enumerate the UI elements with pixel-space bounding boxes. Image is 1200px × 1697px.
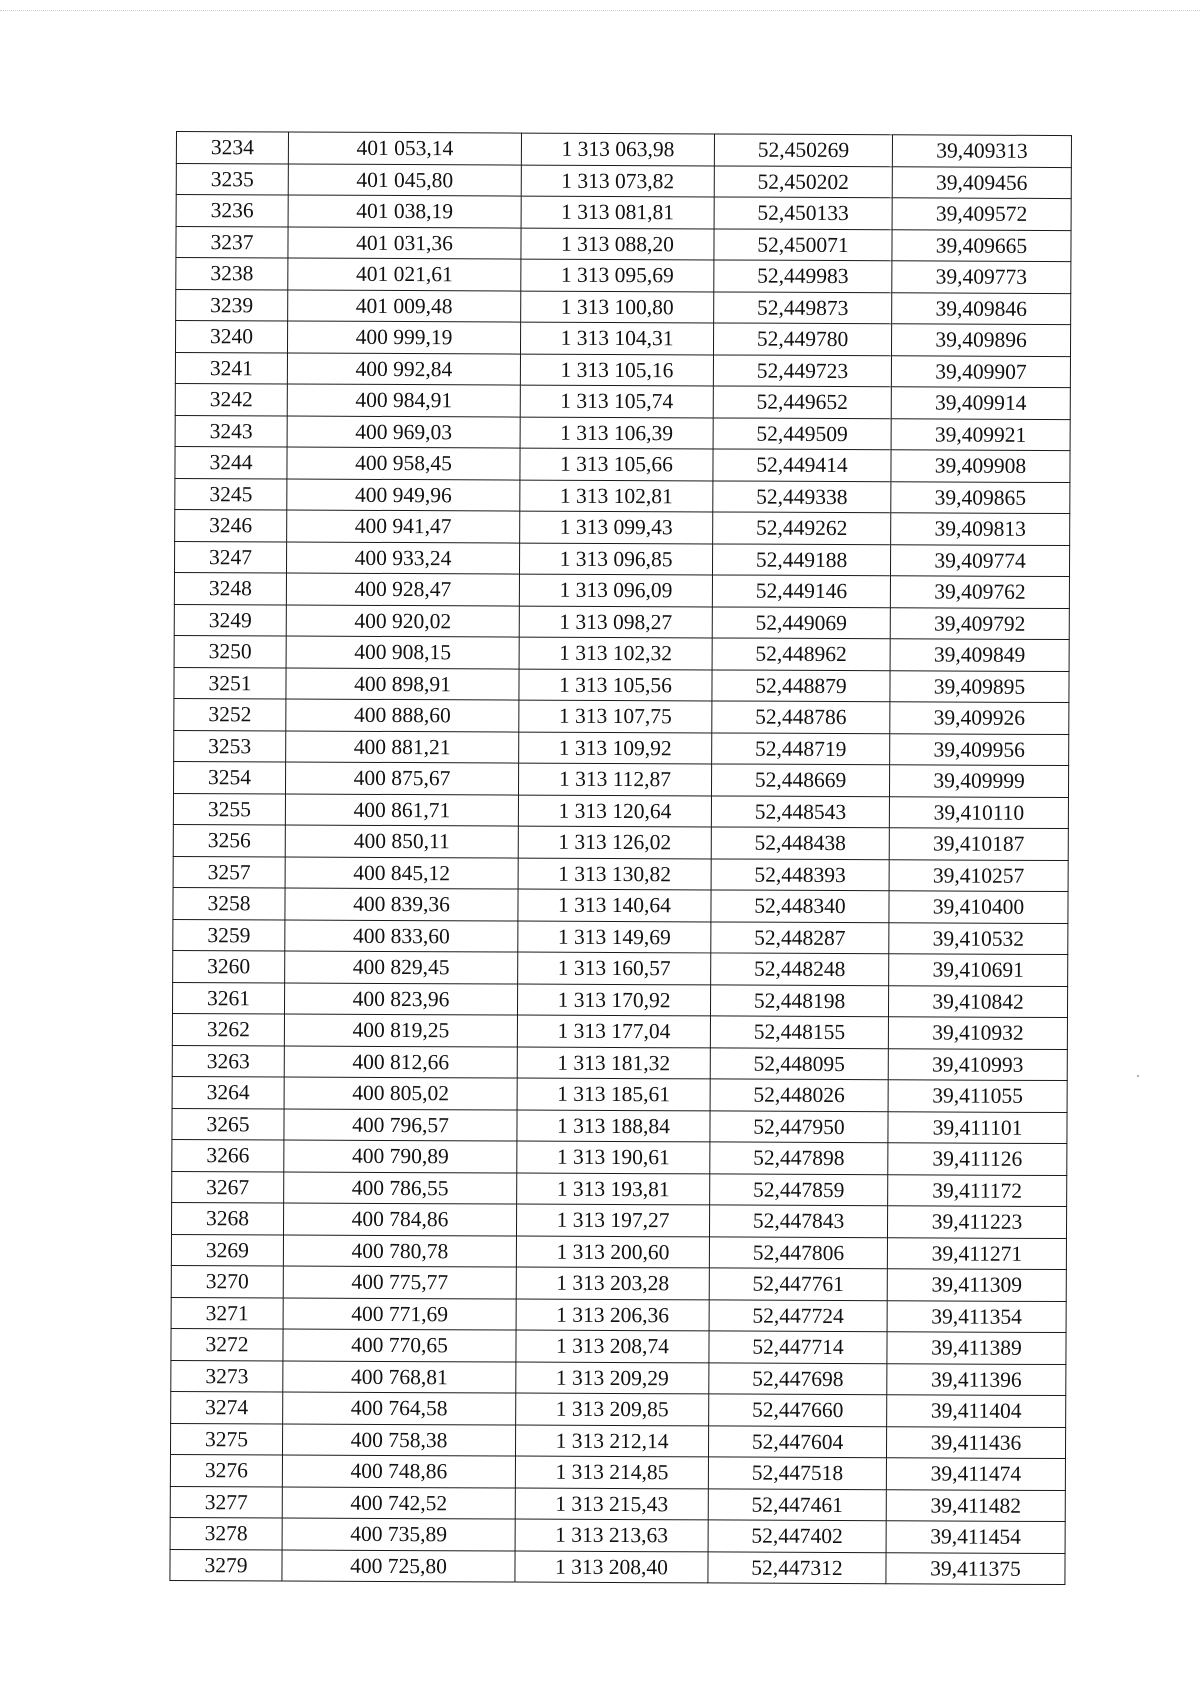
table-row	[176, 226, 1071, 262]
latitude-cell: 52,449780	[713, 323, 891, 355]
latitude-cell: 52,447843	[709, 1205, 887, 1237]
point-number-cell: 3271	[171, 1297, 283, 1329]
latitude-cell: 52,449873	[714, 291, 892, 323]
x-coordinate-cell: 400 845,12	[285, 857, 518, 890]
y-coordinate-cell: 1 313 208,74	[516, 1330, 709, 1362]
longitude-cell: 39,410257	[889, 859, 1068, 891]
point-number-cell: 3251	[174, 667, 286, 699]
latitude-cell: 52,448393	[711, 858, 889, 890]
x-coordinate-cell: 400 875,67	[285, 762, 518, 795]
point-number-cell: 3252	[174, 698, 286, 730]
point-number-cell: 3260	[173, 950, 285, 982]
longitude-cell: 39,409908	[891, 450, 1070, 482]
longitude-cell: 39,410842	[888, 985, 1067, 1017]
y-coordinate-cell: 1 313 212,14	[515, 1425, 708, 1457]
latitude-cell: 52,447806	[709, 1236, 887, 1268]
table-row	[171, 1391, 1066, 1427]
longitude-cell: 39,411396	[887, 1363, 1066, 1395]
table-row	[172, 982, 1067, 1018]
x-coordinate-cell: 400 839,36	[285, 888, 518, 921]
y-coordinate-cell: 1 313 188,84	[517, 1110, 710, 1142]
x-coordinate-cell: 400 748,86	[282, 1455, 515, 1488]
point-number-cell: 3255	[173, 793, 285, 825]
table-row	[172, 1013, 1067, 1049]
latitude-cell: 52,447660	[709, 1394, 887, 1426]
point-number-cell: 3267	[172, 1171, 284, 1203]
x-coordinate-cell: 400 933,24	[286, 542, 519, 575]
table-row	[171, 1328, 1066, 1364]
y-coordinate-cell: 1 313 073,82	[521, 165, 714, 197]
point-number-cell: 3261	[172, 982, 284, 1014]
latitude-cell: 52,447761	[709, 1268, 887, 1300]
y-coordinate-cell: 1 313 096,09	[519, 574, 712, 606]
x-coordinate-cell: 400 784,86	[283, 1203, 516, 1236]
longitude-cell: 39,411101	[888, 1111, 1067, 1143]
latitude-cell: 52,447402	[708, 1520, 886, 1552]
point-number-cell: 3241	[175, 352, 287, 384]
point-number-cell: 3248	[174, 572, 286, 604]
latitude-cell: 52,448719	[712, 732, 890, 764]
table-row	[171, 1265, 1066, 1301]
longitude-cell: 39,410187	[889, 828, 1068, 860]
longitude-cell: 39,411126	[888, 1143, 1067, 1175]
y-coordinate-cell: 1 313 185,61	[517, 1078, 710, 1110]
x-coordinate-cell: 400 861,71	[285, 794, 518, 827]
table-row	[173, 824, 1068, 860]
point-number-cell: 3253	[174, 730, 286, 762]
y-coordinate-cell: 1 313 102,81	[520, 480, 713, 512]
y-coordinate-cell: 1 313 160,57	[518, 952, 711, 984]
point-number-cell: 3275	[170, 1423, 282, 1455]
y-coordinate-cell: 1 313 206,36	[516, 1299, 709, 1331]
table-row	[170, 1454, 1065, 1490]
latitude-cell: 52,450071	[714, 228, 892, 260]
y-coordinate-cell: 1 313 100,80	[521, 291, 714, 323]
latitude-cell: 52,447950	[710, 1110, 888, 1142]
table-row	[171, 1297, 1066, 1333]
table-row	[175, 509, 1070, 545]
point-number-cell: 3257	[173, 856, 285, 888]
latitude-cell: 52,447604	[708, 1425, 886, 1457]
point-number-cell: 3242	[175, 383, 287, 415]
y-coordinate-cell: 1 313 208,40	[515, 1551, 708, 1583]
x-coordinate-cell: 401 021,61	[288, 258, 521, 291]
x-coordinate-cell: 401 038,19	[288, 195, 521, 228]
x-coordinate-cell: 400 888,60	[286, 699, 519, 732]
latitude-cell: 52,448026	[710, 1079, 888, 1111]
x-coordinate-cell: 400 949,96	[287, 479, 520, 512]
table-row	[173, 919, 1068, 955]
latitude-cell: 52,448543	[711, 795, 889, 827]
y-coordinate-cell: 1 313 088,20	[521, 228, 714, 260]
longitude-cell: 39,409792	[890, 607, 1069, 639]
latitude-cell: 52,448095	[710, 1047, 888, 1079]
y-coordinate-cell: 1 313 203,28	[516, 1267, 709, 1299]
point-number-cell: 3234	[176, 132, 288, 164]
table-row	[175, 446, 1070, 482]
latitude-cell: 52,447461	[708, 1488, 886, 1520]
longitude-cell: 39,409865	[891, 481, 1070, 513]
latitude-cell: 52,448669	[711, 764, 889, 796]
table-row	[172, 1108, 1067, 1144]
x-coordinate-cell: 400 908,15	[286, 636, 519, 669]
x-coordinate-cell: 400 790,89	[284, 1140, 517, 1173]
point-number-cell: 3247	[174, 541, 286, 573]
point-number-cell: 3278	[170, 1517, 282, 1549]
table-row	[175, 415, 1070, 451]
point-number-cell: 3246	[175, 509, 287, 541]
y-coordinate-cell: 1 313 209,29	[516, 1362, 709, 1394]
longitude-cell: 39,409999	[889, 765, 1068, 797]
y-coordinate-cell: 1 313 081,81	[521, 196, 714, 228]
x-coordinate-cell: 400 786,55	[284, 1171, 517, 1204]
x-coordinate-cell: 400 850,11	[285, 825, 518, 858]
x-coordinate-cell: 401 053,14	[288, 132, 521, 165]
longitude-cell: 39,411172	[888, 1174, 1067, 1206]
longitude-cell: 39,410932	[888, 1017, 1067, 1049]
point-number-cell: 3239	[176, 289, 288, 321]
x-coordinate-cell: 400 758,38	[282, 1423, 515, 1456]
y-coordinate-cell: 1 313 214,85	[515, 1456, 708, 1488]
x-coordinate-cell: 400 780,78	[283, 1234, 516, 1267]
y-coordinate-cell: 1 313 177,04	[517, 1015, 710, 1047]
point-number-cell: 3235	[176, 163, 288, 195]
y-coordinate-cell: 1 313 102,32	[519, 637, 712, 669]
table-row	[173, 887, 1068, 923]
table-row	[176, 289, 1071, 325]
y-coordinate-cell: 1 313 140,64	[518, 889, 711, 921]
latitude-cell: 52,449509	[713, 417, 891, 449]
y-coordinate-cell: 1 313 098,27	[519, 606, 712, 638]
longitude-cell: 39,409914	[891, 387, 1070, 419]
x-coordinate-cell: 400 969,03	[287, 416, 520, 449]
x-coordinate-cell: 400 992,84	[287, 353, 520, 386]
longitude-cell: 39,409907	[891, 355, 1070, 387]
y-coordinate-cell: 1 313 190,61	[517, 1141, 710, 1173]
latitude-cell: 52,450269	[714, 134, 892, 166]
y-coordinate-cell: 1 313 213,63	[515, 1519, 708, 1551]
longitude-cell: 39,411223	[887, 1206, 1066, 1238]
point-number-cell: 3250	[174, 635, 286, 667]
table-row	[176, 258, 1071, 294]
latitude-cell: 52,449338	[713, 480, 891, 512]
longitude-cell: 39,411482	[886, 1489, 1065, 1521]
y-coordinate-cell: 1 313 170,92	[517, 984, 710, 1016]
latitude-cell: 52,448155	[710, 1016, 888, 1048]
y-coordinate-cell: 1 313 109,92	[519, 732, 712, 764]
latitude-cell: 52,448287	[711, 921, 889, 953]
table-row	[174, 635, 1069, 671]
latitude-cell: 52,448962	[712, 638, 890, 670]
point-number-cell: 3238	[176, 258, 288, 290]
point-number-cell: 3262	[172, 1013, 284, 1045]
y-coordinate-cell: 1 313 099,43	[520, 511, 713, 543]
longitude-cell: 39,409762	[890, 576, 1069, 608]
latitude-cell: 52,447312	[708, 1551, 886, 1583]
point-number-cell: 3258	[173, 887, 285, 919]
latitude-cell: 52,449414	[713, 449, 891, 481]
x-coordinate-cell: 400 735,89	[282, 1518, 515, 1551]
table-row	[172, 1139, 1067, 1175]
point-number-cell: 3277	[170, 1486, 282, 1518]
longitude-cell: 39,411474	[886, 1458, 1065, 1490]
longitude-cell: 39,411309	[887, 1269, 1066, 1301]
latitude-cell: 52,449188	[712, 543, 890, 575]
point-number-cell: 3237	[176, 226, 288, 258]
page-top-edge	[0, 10, 1200, 11]
table-row	[175, 478, 1070, 514]
point-number-cell: 3266	[172, 1139, 284, 1171]
y-coordinate-cell: 1 313 215,43	[515, 1488, 708, 1520]
latitude-cell: 52,448198	[710, 984, 888, 1016]
longitude-cell: 39,410691	[889, 954, 1068, 986]
latitude-cell: 52,449146	[712, 575, 890, 607]
latitude-cell: 52,447698	[709, 1362, 887, 1394]
point-number-cell: 3265	[172, 1108, 284, 1140]
latitude-cell: 52,449652	[713, 386, 891, 418]
table-row	[176, 163, 1071, 199]
y-coordinate-cell: 1 313 209,85	[516, 1393, 709, 1425]
point-number-cell: 3279	[170, 1549, 282, 1581]
longitude-cell: 39,411271	[887, 1237, 1066, 1269]
latitude-cell: 52,447724	[709, 1299, 887, 1331]
longitude-cell: 39,409773	[892, 261, 1071, 293]
y-coordinate-cell: 1 313 105,66	[520, 448, 713, 480]
y-coordinate-cell: 1 313 181,32	[517, 1047, 710, 1079]
scan-speck	[1137, 1075, 1139, 1077]
longitude-cell: 39,411436	[886, 1426, 1065, 1458]
longitude-cell: 39,411454	[886, 1521, 1065, 1553]
longitude-cell: 39,411404	[887, 1395, 1066, 1427]
x-coordinate-cell: 400 941,47	[287, 510, 520, 543]
table-row	[172, 1045, 1067, 1081]
x-coordinate-cell: 400 819,25	[284, 1014, 517, 1047]
x-coordinate-cell: 400 812,66	[284, 1046, 517, 1079]
table-row	[173, 761, 1068, 797]
latitude-cell: 52,447898	[710, 1142, 888, 1174]
table-row	[171, 1234, 1066, 1270]
x-coordinate-cell: 400 984,91	[287, 384, 520, 417]
table-row	[173, 793, 1068, 829]
table-row	[170, 1517, 1065, 1553]
longitude-cell: 39,409313	[892, 135, 1071, 167]
longitude-cell: 39,411055	[888, 1080, 1067, 1112]
latitude-cell: 52,448438	[711, 827, 889, 859]
table-row	[170, 1486, 1065, 1522]
longitude-cell: 39,409456	[892, 166, 1071, 198]
y-coordinate-cell: 1 313 126,02	[518, 826, 711, 858]
table-row	[173, 856, 1068, 892]
y-coordinate-cell: 1 313 197,27	[516, 1204, 709, 1236]
point-number-cell: 3245	[175, 478, 287, 510]
latitude-cell: 52,448340	[711, 890, 889, 922]
y-coordinate-cell: 1 313 105,16	[520, 354, 713, 386]
longitude-cell: 39,409813	[891, 513, 1070, 545]
x-coordinate-cell: 400 725,80	[282, 1549, 515, 1582]
table-row	[174, 667, 1069, 703]
point-number-cell: 3256	[173, 824, 285, 856]
y-coordinate-cell: 1 313 149,69	[518, 921, 711, 953]
table-row	[174, 604, 1069, 640]
table-row	[171, 1202, 1066, 1238]
y-coordinate-cell: 1 313 105,74	[520, 385, 713, 417]
x-coordinate-cell: 400 833,60	[285, 920, 518, 953]
point-number-cell: 3263	[172, 1045, 284, 1077]
y-coordinate-cell: 1 313 063,98	[521, 133, 714, 165]
table-row	[172, 1076, 1067, 1112]
x-coordinate-cell: 400 771,69	[283, 1297, 516, 1330]
y-coordinate-cell: 1 313 130,82	[518, 858, 711, 890]
latitude-cell: 52,448786	[712, 701, 890, 733]
x-coordinate-cell: 400 999,19	[287, 321, 520, 354]
latitude-cell: 52,449069	[712, 606, 890, 638]
latitude-cell: 52,449983	[714, 260, 892, 292]
x-coordinate-cell: 400 770,65	[283, 1329, 516, 1362]
table-row	[175, 383, 1070, 419]
longitude-cell: 39,409956	[890, 733, 1069, 765]
x-coordinate-cell: 400 796,57	[284, 1109, 517, 1142]
x-coordinate-cell: 401 045,80	[288, 164, 521, 197]
y-coordinate-cell: 1 313 200,60	[516, 1236, 709, 1268]
point-number-cell: 3272	[171, 1328, 283, 1360]
latitude-cell: 52,448879	[712, 669, 890, 701]
point-number-cell: 3276	[170, 1454, 282, 1486]
longitude-cell: 39,409921	[891, 418, 1070, 450]
coordinates-table	[169, 131, 1072, 1585]
longitude-cell: 39,409849	[890, 639, 1069, 671]
point-number-cell: 3264	[172, 1076, 284, 1108]
x-coordinate-cell: 401 009,48	[288, 290, 521, 323]
longitude-cell: 39,409774	[890, 544, 1069, 576]
x-coordinate-cell: 400 742,52	[282, 1486, 515, 1519]
latitude-cell: 52,447518	[708, 1457, 886, 1489]
point-number-cell: 3270	[171, 1265, 283, 1297]
x-coordinate-cell: 400 920,02	[286, 605, 519, 638]
point-number-cell: 3249	[174, 604, 286, 636]
longitude-cell: 39,409895	[890, 670, 1069, 702]
longitude-cell: 39,409896	[891, 324, 1070, 356]
latitude-cell: 52,447714	[709, 1331, 887, 1363]
longitude-cell: 39,411389	[887, 1332, 1066, 1364]
y-coordinate-cell: 1 313 112,87	[518, 763, 711, 795]
y-coordinate-cell: 1 313 193,81	[517, 1173, 710, 1205]
table-row	[172, 1171, 1067, 1207]
x-coordinate-cell: 401 031,36	[288, 227, 521, 260]
table-row	[170, 1423, 1065, 1459]
table-row	[174, 698, 1069, 734]
point-number-cell: 3259	[173, 919, 285, 951]
y-coordinate-cell: 1 313 107,75	[519, 700, 712, 732]
x-coordinate-cell: 400 898,91	[286, 668, 519, 701]
point-number-cell: 3274	[171, 1391, 283, 1423]
table-row	[176, 195, 1071, 231]
y-coordinate-cell: 1 313 120,64	[518, 795, 711, 827]
x-coordinate-cell: 400 928,47	[286, 573, 519, 606]
table-row	[175, 321, 1070, 357]
x-coordinate-cell: 400 958,45	[287, 447, 520, 480]
y-coordinate-cell: 1 313 096,85	[519, 543, 712, 575]
longitude-cell: 39,409665	[892, 229, 1071, 261]
point-number-cell: 3254	[173, 761, 285, 793]
longitude-cell: 39,409846	[892, 292, 1071, 324]
table-row	[175, 352, 1070, 388]
latitude-cell: 52,447859	[710, 1173, 888, 1205]
table-row	[176, 132, 1071, 168]
y-coordinate-cell: 1 313 106,39	[520, 417, 713, 449]
table-row	[171, 1360, 1066, 1396]
longitude-cell: 39,410400	[889, 891, 1068, 923]
longitude-cell: 39,411354	[887, 1300, 1066, 1332]
longitude-cell: 39,410532	[889, 922, 1068, 954]
y-coordinate-cell: 1 313 105,56	[519, 669, 712, 701]
point-number-cell: 3269	[171, 1234, 283, 1266]
point-number-cell: 3273	[171, 1360, 283, 1392]
x-coordinate-cell: 400 768,81	[283, 1360, 516, 1393]
longitude-cell: 39,409926	[890, 702, 1069, 734]
longitude-cell: 39,410110	[889, 796, 1068, 828]
y-coordinate-cell: 1 313 095,69	[521, 259, 714, 291]
x-coordinate-cell: 400 805,02	[284, 1077, 517, 1110]
latitude-cell: 52,449723	[713, 354, 891, 386]
latitude-cell: 52,450133	[714, 197, 892, 229]
point-number-cell: 3236	[176, 195, 288, 227]
longitude-cell: 39,410993	[888, 1048, 1067, 1080]
longitude-cell: 39,409572	[892, 198, 1071, 230]
latitude-cell: 52,449262	[713, 512, 891, 544]
x-coordinate-cell: 400 764,58	[283, 1392, 516, 1425]
table-row	[174, 730, 1069, 766]
x-coordinate-cell: 400 823,96	[284, 983, 517, 1016]
x-coordinate-cell: 400 775,77	[283, 1266, 516, 1299]
point-number-cell: 3243	[175, 415, 287, 447]
table-row	[174, 541, 1069, 577]
point-number-cell: 3268	[171, 1202, 283, 1234]
point-number-cell: 3240	[175, 321, 287, 353]
longitude-cell: 39,411375	[886, 1552, 1065, 1584]
x-coordinate-cell: 400 881,21	[286, 731, 519, 764]
table-row	[173, 950, 1068, 986]
y-coordinate-cell: 1 313 104,31	[520, 322, 713, 354]
point-number-cell: 3244	[175, 446, 287, 478]
x-coordinate-cell: 400 829,45	[285, 951, 518, 984]
latitude-cell: 52,448248	[711, 953, 889, 985]
coordinates-table-body	[170, 132, 1072, 1585]
table-row	[170, 1549, 1065, 1585]
latitude-cell: 52,450202	[714, 165, 892, 197]
table-row	[174, 572, 1069, 608]
